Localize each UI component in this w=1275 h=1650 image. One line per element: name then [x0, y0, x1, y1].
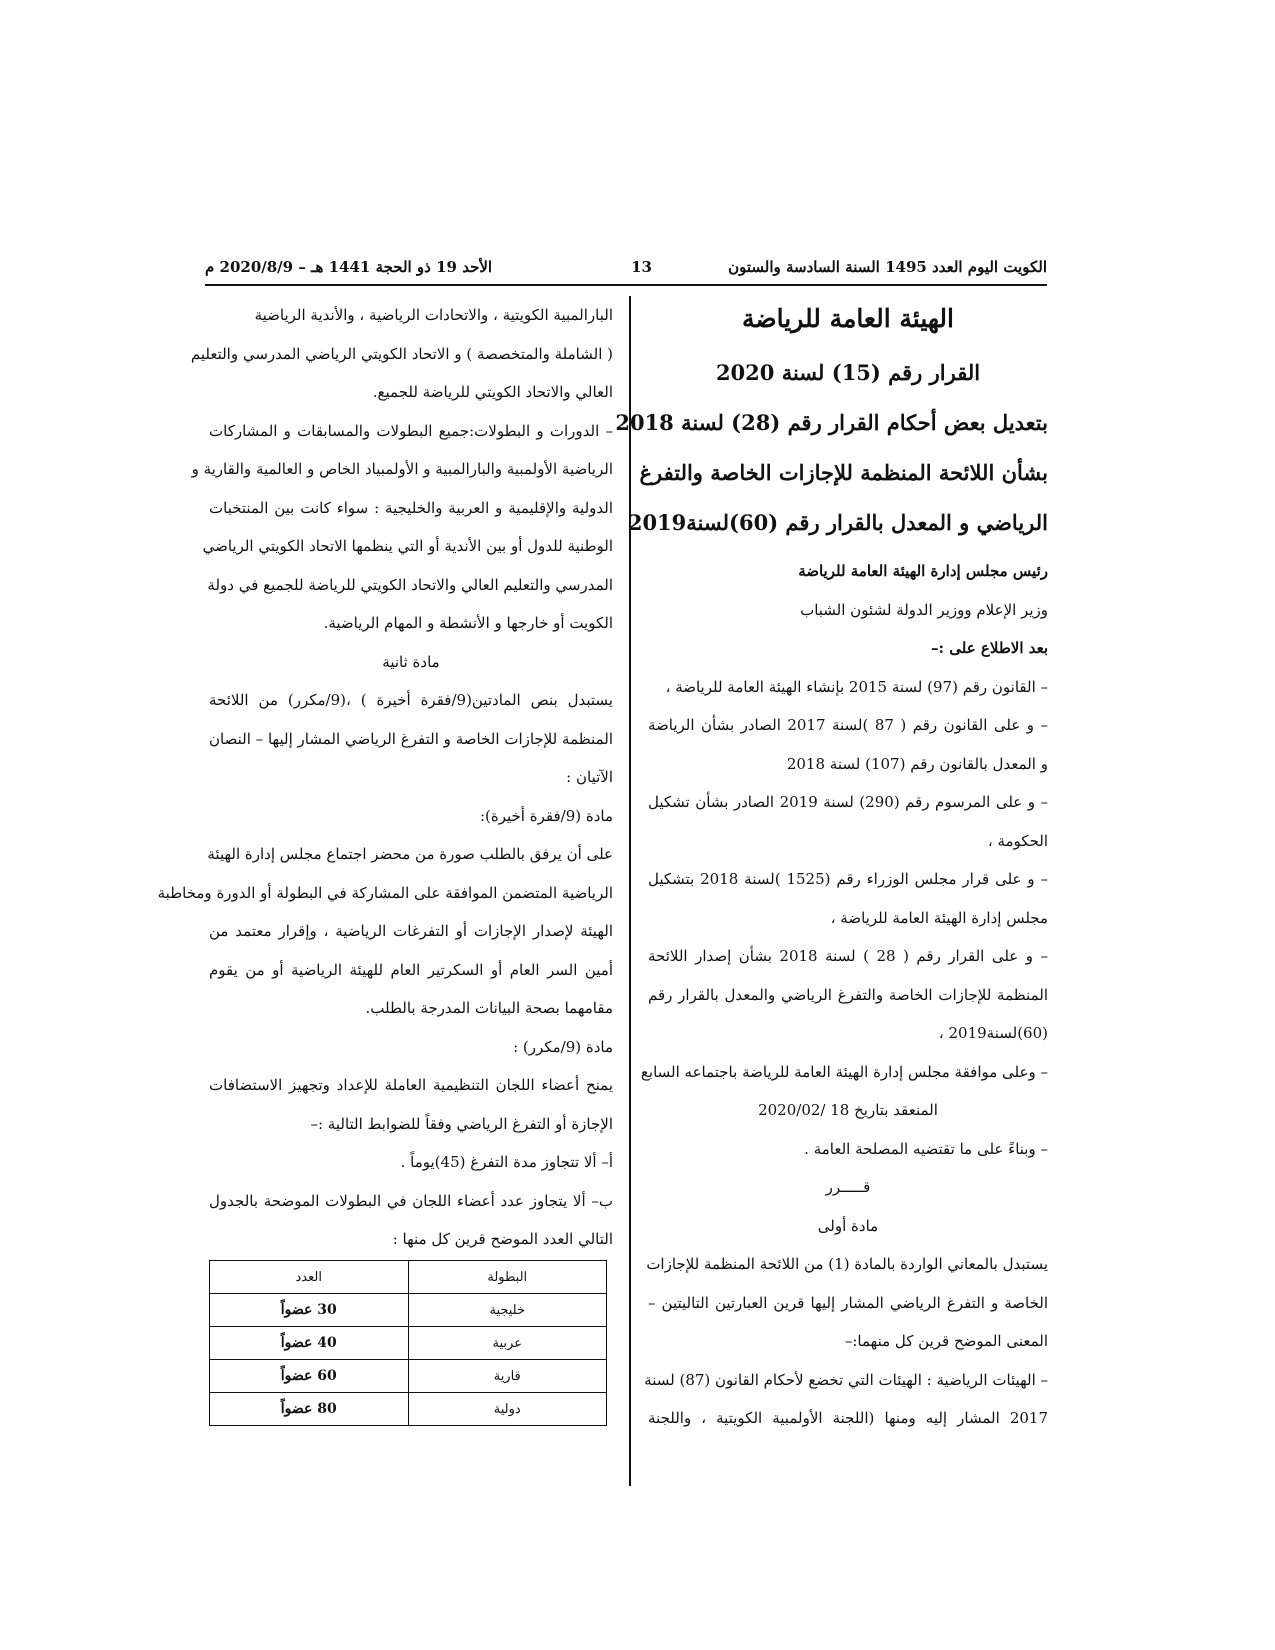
table-cell: 40 عضواً [210, 1327, 409, 1360]
text-line: على أن يرفق بالطلب صورة من محضر اجتماع مجلس إدارة الهيئة [207, 845, 613, 863]
text-line: الوطنية للدول أو بين الأندية أو التي ينظمها الاتحاد الكويتي الرياضي [202, 537, 613, 555]
table-row [210, 1327, 607, 1360]
text-line: الرياضية المتضمن الموافقة على المشاركة في البطولة أو الدورة ومخاطبة [157, 883, 613, 902]
text-line: أ– ألا تتجاوز مدة التفرغ (45)يوماً . [400, 1153, 613, 1171]
text-line: المنظمة للإجازات الخاصة والتفرغ الرياضي والمعدل بالقرار رقم [648, 985, 1048, 1004]
text-line: بعد الاطلاع على :– [931, 639, 1048, 657]
left-column [157, 296, 613, 1259]
text-line: مادة ثانية [382, 652, 440, 671]
text-line: – وبناءً على ما تقتضيه المصلحة العامة . [804, 1139, 1048, 1158]
header-issue: الكويت اليوم العدد 1495 السنة السادسة والستون [728, 258, 1047, 276]
text-line: وزير الإعلام ووزير الدولة لشئون الشباب [800, 600, 1048, 619]
text-line: ( الشاملة والمتخصصة ) و الاتحاد الكويتي الرياضي المدرسي والتعليم [190, 344, 613, 363]
text-line: البارالمبية الكويتية ، والاتحادات الرياضية ، والأندية الرياضية [254, 306, 613, 324]
text-line: – و على قرار مجلس الوزراء رقم (1525 )لسنة 2018 بتشكيل [648, 870, 1048, 888]
committee-table [209, 1260, 607, 1426]
subject-line: بشأن اللائحة المنظمة للإجازات الخاصة والتفرغ [639, 460, 1048, 485]
right-column [615, 296, 1048, 1438]
text-line: العالي والاتحاد الكويتي للرياضة للجميع. [372, 383, 613, 401]
table-row [210, 1360, 607, 1393]
subject-line: الرياضي و المعدل بالقرار رقم (60)لسنة2019 [627, 510, 1048, 535]
text-line: الهيئة لإصدار الإجازات أو التفرغات الرياضية ، وإقرار معتمد من [209, 922, 613, 940]
org-title: الهيئة العامة للرياضة [742, 304, 954, 333]
text-line: قـــــرر [825, 1178, 871, 1196]
header-date: الأحد 19 ذو الحجة 1441 هـ – 2020/8/9 م [205, 258, 493, 276]
text-line: مقامهما بصحة البيانات المدرجة بالطلب. [365, 999, 613, 1017]
table-row [210, 1393, 607, 1426]
text-line: مجلس إدارة الهيئة العامة للرياضة ، [830, 908, 1048, 927]
text-line: – و على المرسوم رقم (290) لسنة 2019 الصادر بشأن تشكيل [648, 793, 1048, 811]
table-cell: خليجية [408, 1294, 607, 1327]
table-cell: دولية [408, 1393, 607, 1426]
text-line: التالي العدد الموضح قرين كل منها : [392, 1230, 613, 1248]
table-cell: عربية [408, 1327, 607, 1360]
table-cell: 60 عضواً [210, 1360, 409, 1393]
text-line: – الهيئات الرياضية : الهيئات التي تخضع لأحكام القانون (87) لسنة [644, 1370, 1048, 1389]
right-body [640, 552, 1048, 1438]
text-line: المنعقد بتاريخ 18 /2020/02 [758, 1101, 938, 1119]
column-divider [629, 296, 631, 1486]
text-line: رئيس مجلس إدارة الهيئة العامة للرياضة [798, 562, 1048, 580]
text-line: المنظمة للإجازات الخاصة و التفرغ الرياضي المشار إليها – النصان [209, 729, 613, 748]
text-line: يستبدل بالمعاني الواردة بالمادة (1) من اللائحة المنظمة للإجازات [646, 1255, 1048, 1273]
table-row [210, 1294, 607, 1327]
text-line: – وعلى موافقة مجلس إدارة الهيئة العامة للرياضة باجتماعه السابع [640, 1062, 1048, 1081]
table-cell: 80 عضواً [210, 1393, 409, 1426]
table-cell: قارية [408, 1360, 607, 1393]
text-line: الإجازة أو التفرغ الرياضي وفقاً للضوابط التالية :– [310, 1114, 613, 1133]
text-line: ب– ألا يتجاوز عدد أعضاء اللجان في البطولات الموضحة بالجدول [209, 1191, 613, 1210]
table-header-row [210, 1261, 607, 1294]
text-line: يمنح أعضاء اللجان التنظيمية العاملة للإعداد وتجهيز الاستضافات [209, 1076, 613, 1094]
text-line: (60)لسنة2019 ، [938, 1024, 1048, 1042]
text-line: الآتيان : [566, 768, 613, 786]
text-line: و المعدل بالقانون رقم (107) لسنة 2018 [786, 754, 1048, 773]
table-header-cell: البطولة [408, 1261, 607, 1294]
text-line: – و على القرار رقم ( 28 ) لسنة 2018 بشأن إصدار اللائحة [648, 947, 1048, 965]
text-line: الدولية والإقليمية و العربية والخليجية : سواء كانت بين المنتخبات [209, 498, 613, 517]
table-header-cell: العدد [210, 1261, 409, 1294]
text-line: الرياضية الأولمبية والبارالمبية و الأولمبياد الخاص و العالمية والقارية و [191, 460, 613, 478]
text-line: أمين السر العام أو السكرتير العام للهيئة الرياضية أو من يقوم [209, 960, 613, 979]
text-line: المعنى الموضح قرين كل منهما:– [844, 1332, 1048, 1350]
text-line: الحكومة ، [987, 831, 1048, 850]
text-line: الخاصة و التفرغ الرياضي المشار إليها قرين العبارتين التاليتين – [648, 1293, 1048, 1312]
text-line: المدرسي والتعليم العالي والاتحاد الكويتي للرياضة للجميع في دولة [207, 575, 613, 594]
text-line: – و على القانون رقم ( 87 )لسنة 2017 الصادر بشأن الرياضة [648, 716, 1048, 734]
text-line: الكويت أو خارجها و الأنشطة و المهام الرياضية. [323, 614, 613, 632]
text-line: مادة أولى [817, 1216, 879, 1235]
text-line: – القانون رقم (97) لسنة 2015 بإنشاء الهيئة العامة للرياضة ، [665, 677, 1048, 696]
subject-line: بتعديل بعض أحكام القرار رقم (28) لسنة 2018 [615, 410, 1048, 435]
table-cell: 30 عضواً [210, 1294, 409, 1327]
text-line: يستبدل بنص المادتين(9/فقرة أخيرة ) ،(9/مكرر) من اللائحة [209, 691, 613, 709]
header-page-number: 13 [631, 258, 652, 276]
header-rule [205, 284, 1047, 286]
text-line: – الدورات و البطولات:جميع البطولات والمسابقات و المشاركات [209, 421, 613, 440]
page-header [205, 250, 1047, 286]
decision-number: القرار رقم (15) لسنة 2020 [715, 360, 981, 385]
text-line: مادة (9/مكرر) : [513, 1037, 613, 1056]
text-line: مادة (9/فقرة أخيرة): [479, 806, 613, 825]
text-line: 2017 المشار إليه ومنها (اللجنة الأولمبية الكويتية ، واللجنة [648, 1409, 1048, 1427]
left-body [157, 296, 613, 1259]
